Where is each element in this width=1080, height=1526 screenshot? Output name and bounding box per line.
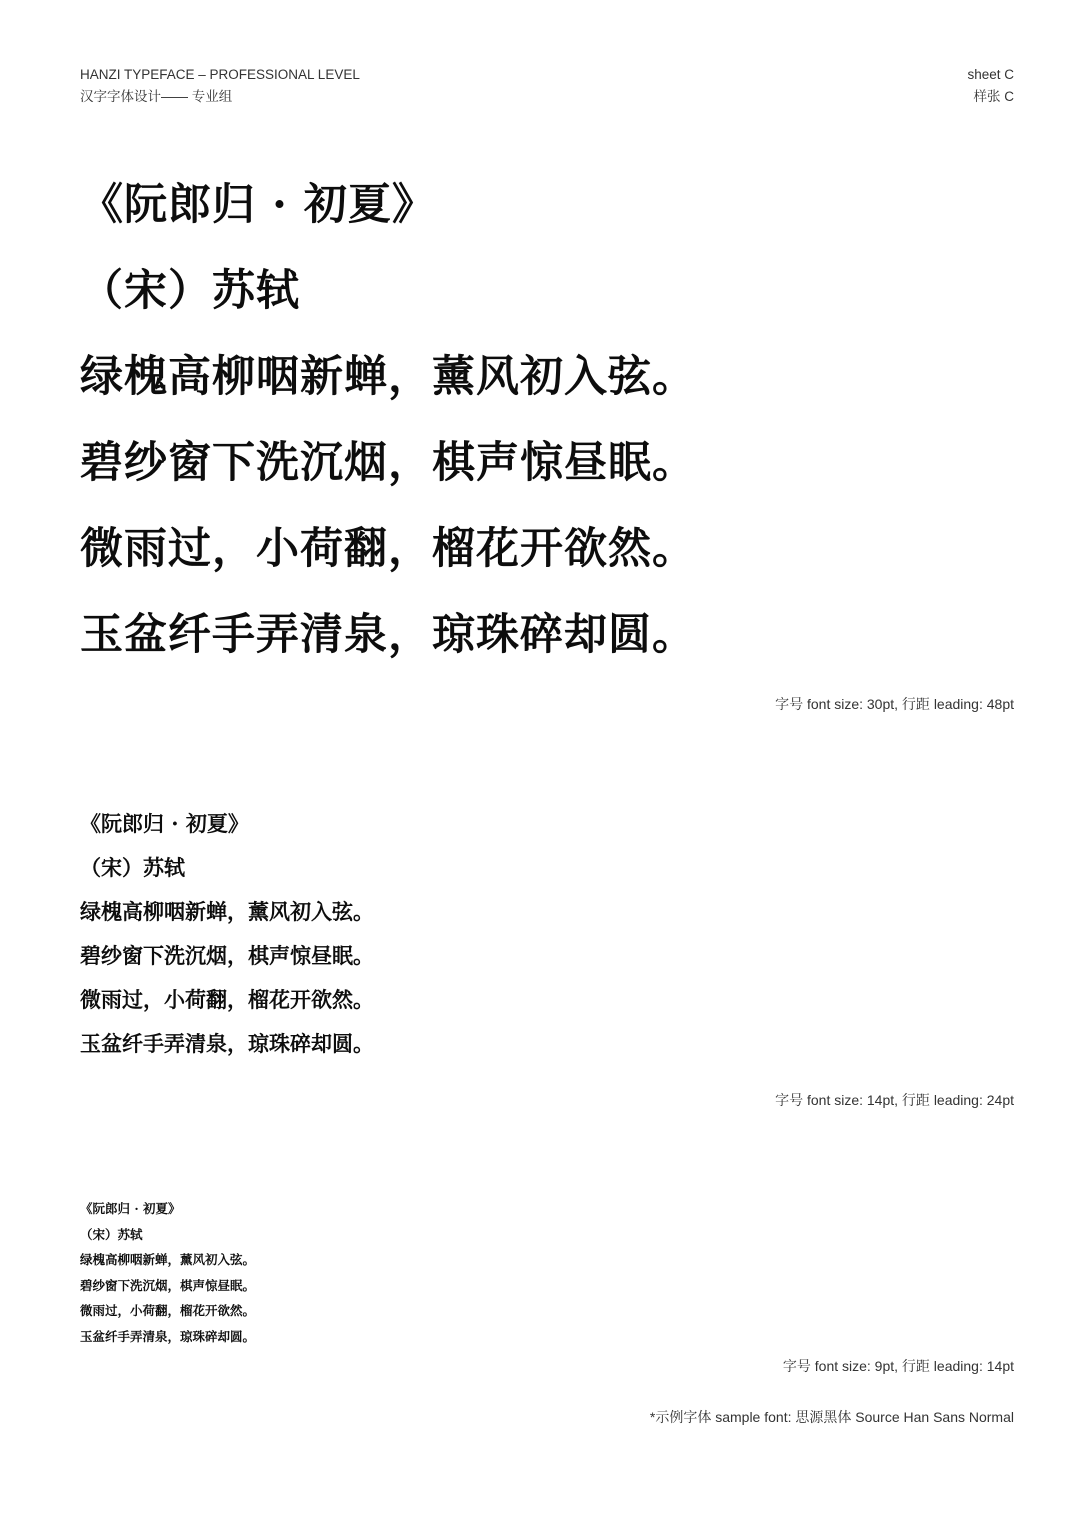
poem-line: 微雨过，小荷翻，榴花开欲然。 [80,1303,256,1318]
poem-line: 玉盆纤手弄清泉，琼珠碎却圆。 [80,610,696,660]
header-left [80,64,360,108]
poem-line: 绿槐高柳咽新蝉，薰风初入弦。 [80,1252,256,1267]
poem-title: 《阮郎归 · 初夏》 [80,1201,181,1216]
sheet-label-en: sheet C [967,67,1014,82]
poem-author: （宋）苏轼 [80,266,300,316]
caption-medium: 字号 font size: 14pt, 行距 leading: 24pt [775,1092,1014,1108]
sample-font-note: *示例字体 sample font: 思源黑体 Source Han Sans Normal [649,1409,1014,1425]
poem-title: 《阮郎归 · 初夏》 [80,811,249,836]
caption-small: 字号 font size: 9pt, 行距 leading: 14pt [782,1358,1014,1374]
poem-line: 玉盆纤手弄清泉，琼珠碎却圆。 [80,1031,374,1056]
poem-author: （宋）苏轼 [80,1226,143,1242]
specimen-large [80,162,696,678]
caption-large: 字号 font size: 30pt, 行距 leading: 48pt [775,696,1014,712]
poem-line: 碧纱窗下洗沉烟，棋声惊昼眠。 [80,1277,256,1293]
poem-author: （宋）苏轼 [80,855,185,880]
poem-line: 碧纱窗下洗沉烟，棋声惊昼眠。 [80,943,374,968]
poem-line: 微雨过，小荷翻，榴花开欲然。 [80,987,374,1012]
specimen-medium [80,802,374,1066]
poem-line: 微雨过，小荷翻，榴花开欲然。 [80,524,696,574]
specimen-small [80,1196,255,1349]
poem-line: 绿槐高柳咽新蝉，薰风初入弦。 [80,352,696,402]
poem-line: 碧纱窗下洗沉烟，棋声惊昼眠。 [80,438,696,488]
poem-title: 《阮郎归 · 初夏》 [80,180,436,230]
header-right [967,64,1014,108]
poem-line: 玉盆纤手弄清泉，琼珠碎却圆。 [80,1328,256,1344]
header-title-en: HANZI TYPEFACE – PROFESSIONAL LEVEL [80,67,360,82]
poem-line: 绿槐高柳咽新蝉，薰风初入弦。 [80,899,374,924]
sheet-label-zh: 样张 C [973,89,1014,104]
header-title-zh: 汉字字体设计—— 专业组 [80,89,233,104]
